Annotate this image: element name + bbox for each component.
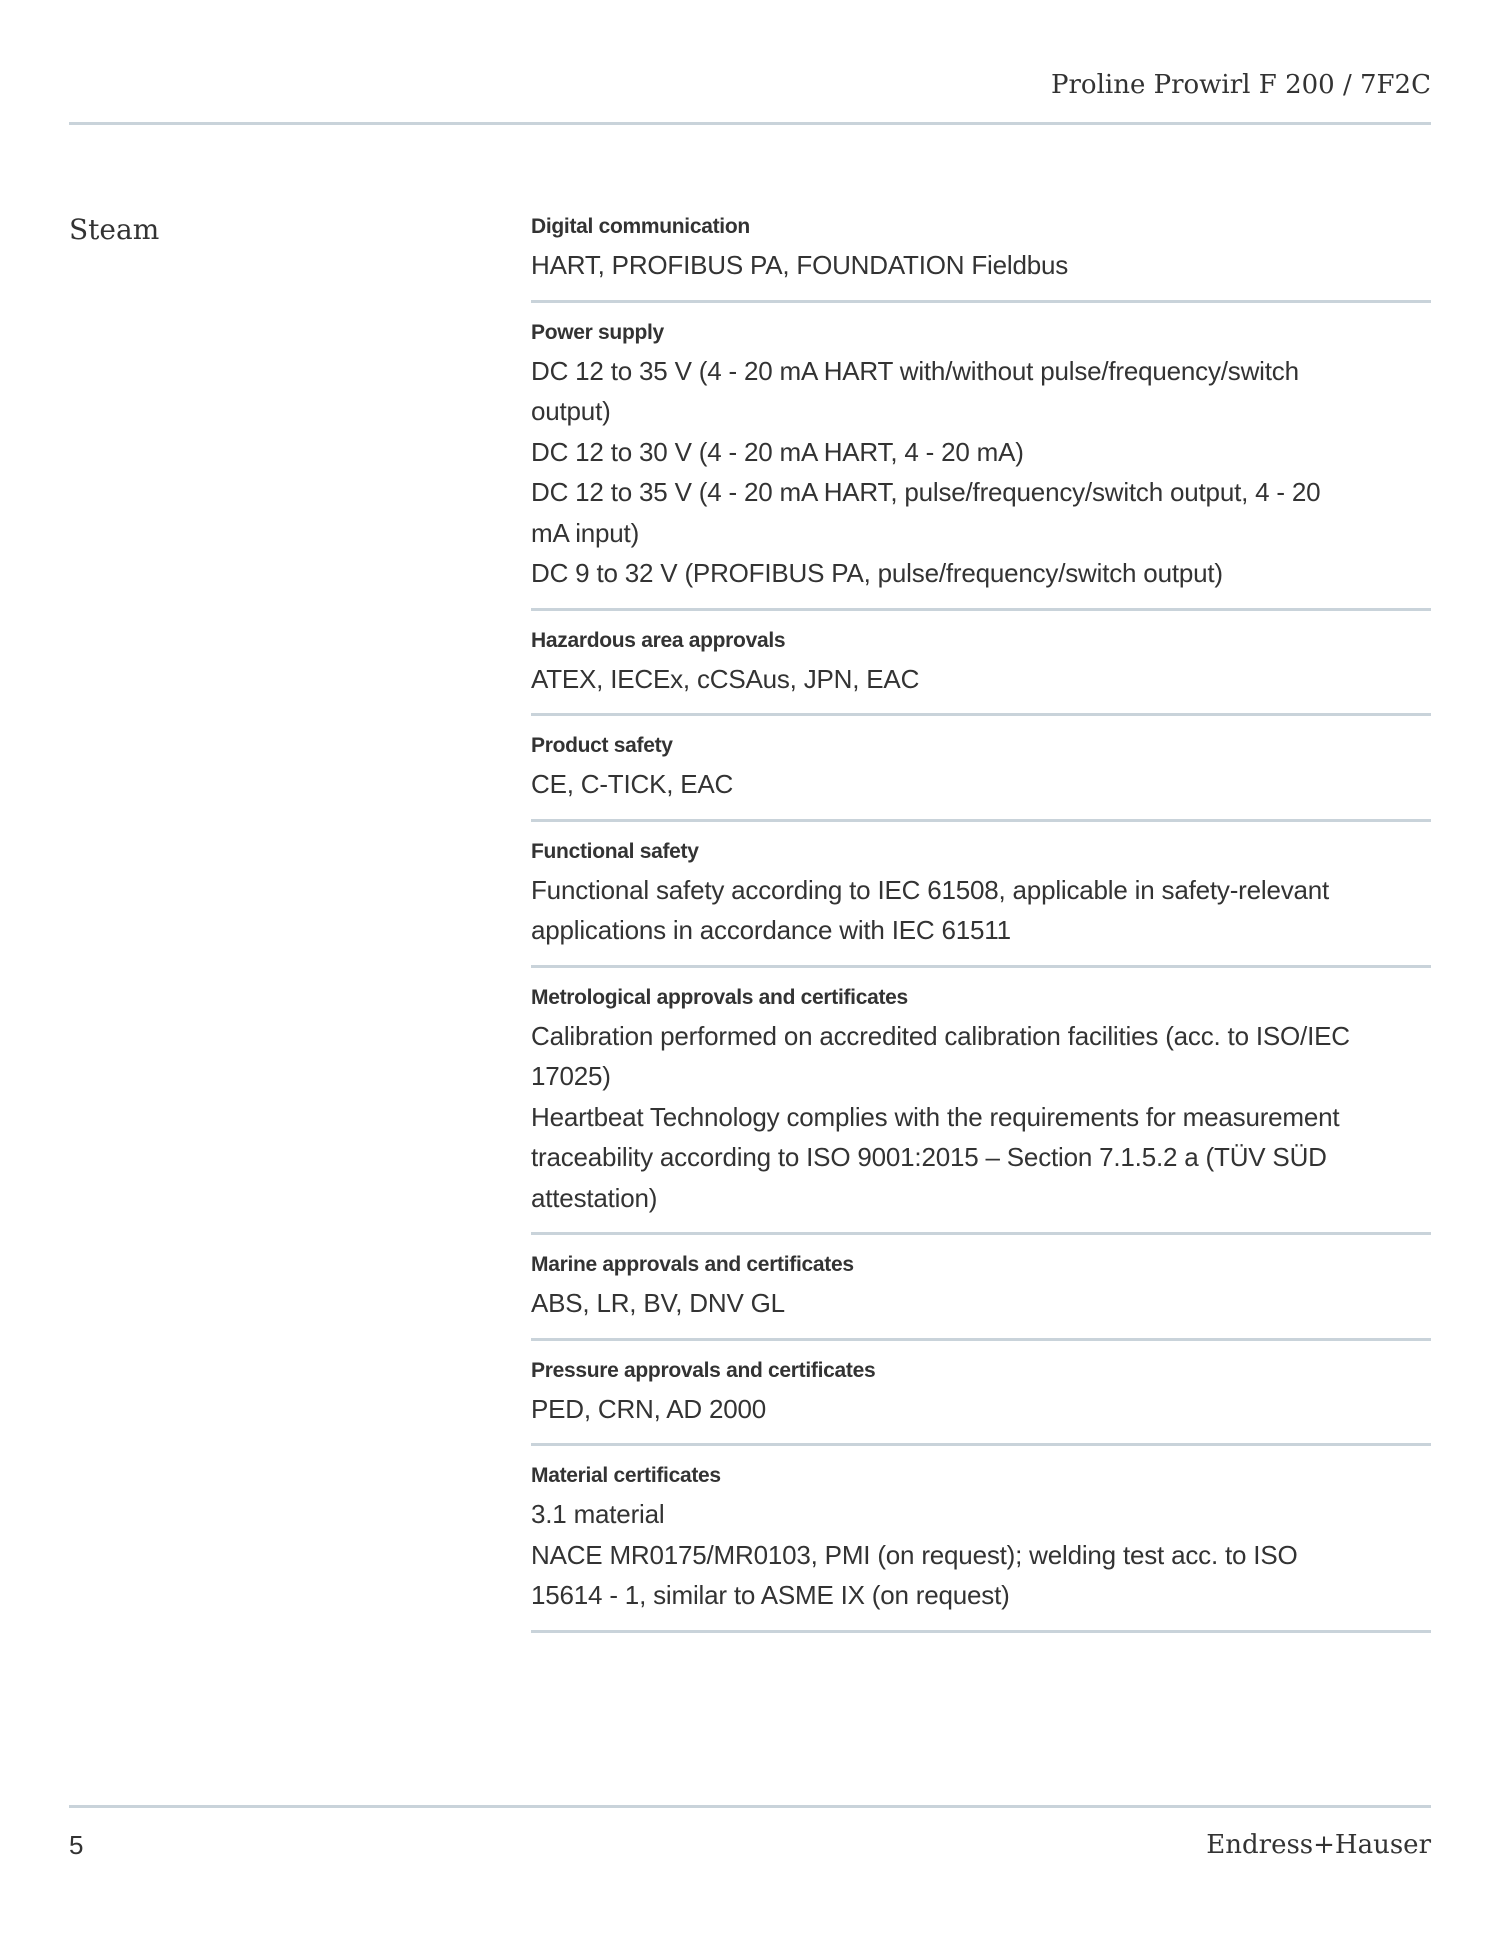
spec-value: ABS, LR, BV, DNV GL bbox=[531, 1288, 785, 1318]
spec-label: Material certificates bbox=[531, 1464, 721, 1487]
spec-value: output) bbox=[531, 396, 611, 426]
spec-value: Heartbeat Technology complies with the requirements for measurement bbox=[531, 1101, 1340, 1132]
spec-value: NACE MR0175/MR0103, PMI (on request); welding test acc. to ISO bbox=[531, 1539, 1298, 1570]
spec-label: Digital communication bbox=[531, 215, 750, 238]
header-divider bbox=[69, 122, 1431, 125]
spec-label: Marine approvals and certificates bbox=[531, 1253, 854, 1276]
section-title: Steam bbox=[69, 213, 160, 246]
spec-label: Hazardous area approvals bbox=[531, 628, 786, 652]
spec-label: Functional safety bbox=[531, 839, 699, 863]
spec-value: DC 12 to 30 V (4 - 20 mA HART, 4 - 20 mA) bbox=[531, 436, 1024, 467]
spec-value: traceability according to ISO 9001:2015 – Section 7.1.5.2 a (TÜV SÜD bbox=[531, 1142, 1327, 1172]
spec-value: DC 9 to 32 V (PROFIBUS PA, pulse/frequency/switch output) bbox=[531, 558, 1223, 588]
spec-value: ATEX, IECEx, cCSAus, JPN, EAC bbox=[531, 663, 920, 694]
spec-value: CE, C-TICK, EAC bbox=[531, 769, 734, 799]
spec-value: 17025) bbox=[531, 1061, 611, 1091]
footer-divider bbox=[69, 1805, 1431, 1808]
spec-value: Functional safety according to IEC 61508, applicable in safety-relevant bbox=[531, 874, 1330, 905]
spec-item-marine-approvals bbox=[531, 1251, 1431, 1341]
spec-value: DC 12 to 35 V (4 - 20 mA HART with/without pulse/frequency/switch bbox=[531, 355, 1299, 386]
spec-value: Calibration performed on accredited calibration facilities (acc. to ISO/IEC bbox=[531, 1020, 1350, 1051]
spec-item-functional-safety bbox=[531, 838, 1431, 968]
document-header-title: Proline Prowirl F 200 / 7F2C bbox=[1051, 70, 1431, 100]
spec-list bbox=[531, 213, 1431, 1649]
spec-item-product-safety bbox=[531, 732, 1431, 822]
page-number: 5 bbox=[69, 1830, 84, 1860]
spec-item-hazardous-area-approvals bbox=[531, 627, 1431, 717]
spec-label: Product safety bbox=[531, 734, 673, 757]
spec-value: DC 12 to 35 V (4 - 20 mA HART, pulse/frequency/switch output, 4 - 20 bbox=[531, 477, 1321, 507]
spec-item-power-supply bbox=[531, 319, 1431, 611]
spec-item-digital-communication bbox=[531, 213, 1431, 303]
spec-item-pressure-approvals bbox=[531, 1357, 1431, 1447]
spec-value: 15614 - 1, similar to ASME IX (on request) bbox=[531, 1580, 1010, 1610]
spec-value: 3.1 material bbox=[531, 1499, 665, 1529]
spec-value: mA input) bbox=[531, 517, 640, 548]
spec-label: Pressure approvals and certificates bbox=[531, 1358, 876, 1382]
spec-value: applications in accordance with IEC 61511 bbox=[531, 915, 1011, 945]
spec-item-metrological-approvals bbox=[531, 984, 1431, 1236]
spec-value: PED, CRN, AD 2000 bbox=[531, 1393, 767, 1424]
spec-item-material-certificates bbox=[531, 1462, 1431, 1633]
spec-label: Metrological approvals and certificates bbox=[531, 985, 908, 1009]
spec-value: HART, PROFIBUS PA, FOUNDATION Fieldbus bbox=[531, 250, 1069, 280]
brand-logo-text: Endress+Hauser bbox=[1206, 1830, 1431, 1860]
spec-value: attestation) bbox=[531, 1182, 658, 1213]
spec-label: Power supply bbox=[531, 320, 664, 344]
